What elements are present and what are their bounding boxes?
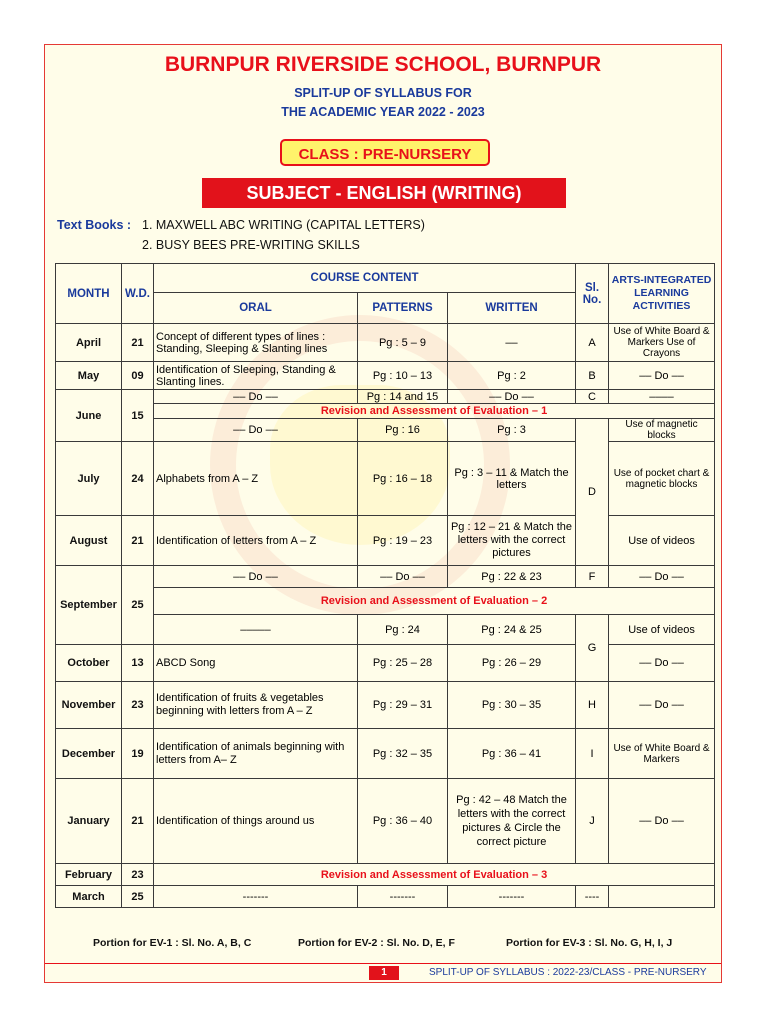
textbook-2: 2. BUSY BEES PRE-WRITING SKILLS [142,238,360,252]
oral-cell: Identification of animals beginning with letters from A– Z [154,729,358,779]
table-row [56,645,715,682]
wd-cell: 23 [122,864,154,886]
textbook-1: 1. MAXWELL ABC WRITING (CAPITAL LETTERS) [142,218,425,232]
sl-cell: C [576,390,609,404]
header-patterns: PATTERNS [358,293,448,324]
arts-cell: Use of White Board & Markers Use of Crayons [609,324,715,362]
arts-cell: –– Do –– [609,779,715,864]
month-cell: November [56,682,122,729]
revision-row [56,404,715,419]
month-cell: April [56,324,122,362]
revision-row [56,588,715,615]
arts-cell: –– Do –– [609,362,715,390]
wd-cell: 15 [122,390,154,442]
school-name: BURNPUR RIVERSIDE SCHOOL, BURNPUR [164,53,602,76]
patterns-cell: Pg : 24 [358,615,448,645]
patterns-cell: Pg : 32 – 35 [358,729,448,779]
patterns-cell: Pg : 29 – 31 [358,682,448,729]
header-month: MONTH [56,264,122,324]
sl-cell: ---- [576,886,609,908]
oral-cell: –– Do –– [154,390,358,404]
sl-cell: G [576,615,609,682]
written-cell: Pg : 3 – 11 & Match the letters [448,442,576,516]
sl-cell: H [576,682,609,729]
oral-cell: Concept of different types of lines : Standing, Sleeping & Slanting lines [154,324,358,362]
month-cell: August [56,516,122,566]
sl-cell: F [576,566,609,588]
arts-cell: Use of videos [609,615,715,645]
arts-cell: –– Do –– [609,566,715,588]
patterns-cell: Pg : 14 and 15 [358,390,448,404]
table-row [56,390,715,404]
header-course-content: COURSE CONTENT [154,264,576,293]
syllabus-table [55,263,715,908]
page-number: 1 [369,966,399,980]
written-cell: Pg : 36 – 41 [448,729,576,779]
footer-divider [45,963,721,964]
revision-cell: Revision and Assessment of Evaluation – 2 [154,588,715,615]
table-row [56,324,715,362]
patterns-cell: Pg : 16 – 18 [358,442,448,516]
header-written: WRITTEN [448,293,576,324]
wd-cell: 25 [122,566,154,645]
oral-cell: ------- [154,886,358,908]
patterns-cell: Pg : 25 – 28 [358,645,448,682]
written-cell: Pg : 30 – 35 [448,682,576,729]
wd-cell: 21 [122,324,154,362]
month-cell: September [56,566,122,645]
wd-cell: 23 [122,682,154,729]
arts-cell: Use of White Board & Markers [609,729,715,779]
header-sl-no: Sl. No. [576,264,609,324]
revision-cell: Revision and Assessment of Evaluation – 3 [154,864,715,886]
sl-cell: B [576,362,609,390]
patterns-cell: Pg : 16 [358,419,448,442]
month-cell: May [56,362,122,390]
wd-cell: 09 [122,362,154,390]
subject-banner: SUBJECT - ENGLISH (WRITING) [202,178,566,208]
arts-cell: –––– [609,390,715,404]
oral-cell: Alphabets from A – Z [154,442,358,516]
oral-cell: Identification of things around us [154,779,358,864]
table-row [56,566,715,588]
wd-cell: 21 [122,779,154,864]
oral-cell: –– Do –– [154,419,358,442]
month-cell: December [56,729,122,779]
written-cell: ------- [448,886,576,908]
written-cell: Pg : 24 & 25 [448,615,576,645]
revision-cell: Revision and Assessment of Evaluation – 1 [154,404,715,419]
written-cell: Pg : 3 [448,419,576,442]
oral-cell: Identification of fruits & vegetables beginning with letters from A – Z [154,682,358,729]
sl-cell: I [576,729,609,779]
month-cell: June [56,390,122,442]
written-cell: Pg : 26 – 29 [448,645,576,682]
revision-row [56,864,715,886]
patterns-cell: Pg : 10 – 13 [358,362,448,390]
wd-cell: 13 [122,645,154,682]
wd-cell: 19 [122,729,154,779]
table-row [56,362,715,390]
arts-cell: Use of videos [609,516,715,566]
oral-cell: ––––– [154,615,358,645]
written-cell: Pg : 2 [448,362,576,390]
arts-cell: –– Do –– [609,645,715,682]
class-badge: CLASS : PRE-NURSERY [280,139,490,166]
sl-cell: J [576,779,609,864]
month-cell: March [56,886,122,908]
wd-cell: 24 [122,442,154,516]
table-row [56,442,715,516]
portion-ev1: Portion for EV-1 : Sl. No. A, B, C [93,937,252,949]
wd-cell: 21 [122,516,154,566]
syllabus-title: SPLIT-UP OF SYLLABUS FOR [294,86,472,100]
oral-cell: –– Do –– [154,566,358,588]
syllabus-page [44,44,722,983]
textbooks-label: Text Books : [57,218,132,232]
month-cell: February [56,864,122,886]
arts-cell: Use of magnetic blocks [609,419,715,442]
portion-ev3: Portion for EV-3 : Sl. No. G, H, I, J [506,937,673,949]
header-arts: ARTS-INTEGRATED LEARNING ACTIVITIES [609,264,715,324]
sl-cell: A [576,324,609,362]
sl-cell: D [576,419,609,566]
arts-cell: –– Do –– [609,682,715,729]
header-wd: W.D. [122,264,154,324]
patterns-cell: Pg : 19 – 23 [358,516,448,566]
wd-cell: 25 [122,886,154,908]
patterns-cell: –– Do –– [358,566,448,588]
table-row [56,682,715,729]
academic-year: THE ACADEMIC YEAR 2022 - 2023 [281,105,485,119]
table-row [56,886,715,908]
written-cell: Pg : 42 – 48 Match the letters with the correct pictures & Circle the correct picture [448,779,576,864]
footer-text: SPLIT-UP OF SYLLABUS : 2022-23/CLASS - PRE-NURSERY [429,967,707,978]
written-cell: –– [448,324,576,362]
table-row [56,729,715,779]
month-cell: July [56,442,122,516]
patterns-cell: Pg : 5 – 9 [358,324,448,362]
written-cell: Pg : 22 & 23 [448,566,576,588]
arts-cell [609,886,715,908]
oral-cell: Identification of Sleeping, Standing & Slanting lines. [154,362,358,390]
arts-cell: Use of pocket chart & magnetic blocks [609,442,715,516]
patterns-cell: ------- [358,886,448,908]
oral-cell: Identification of letters from A – Z [154,516,358,566]
table-row [56,419,715,442]
month-cell: October [56,645,122,682]
month-cell: January [56,779,122,864]
table-row [56,615,715,645]
written-cell: –– Do –– [448,390,576,404]
patterns-cell: Pg : 36 – 40 [358,779,448,864]
oral-cell: ABCD Song [154,645,358,682]
table-row [56,779,715,864]
written-cell: Pg : 12 – 21 & Match the letters with the correct pictures [448,516,576,566]
table-row [56,516,715,566]
header-oral: ORAL [154,293,358,324]
portion-ev2: Portion for EV-2 : Sl. No. D, E, F [298,937,455,949]
